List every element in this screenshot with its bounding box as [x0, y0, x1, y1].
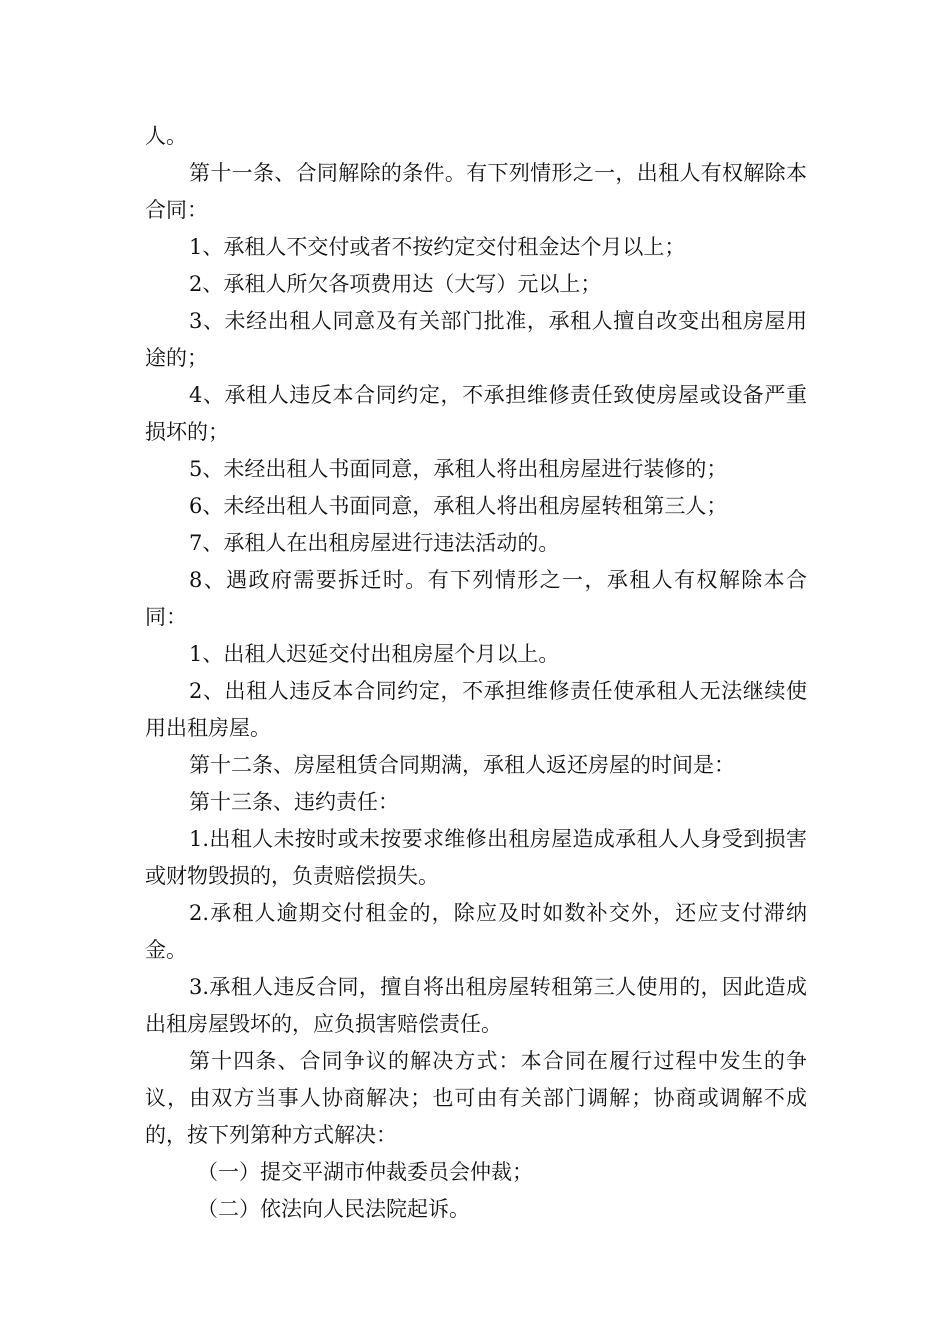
article-13-heading: 第十三条、违约责任：	[189, 790, 399, 814]
article-11-item-7: 7、承租人在出租房屋进行违法活动的。	[189, 531, 560, 555]
lessee-termination-item-2: 2、出租人违反本合同约定，不承担维修责任使承租人无法继续使用出租房屋。	[145, 679, 807, 740]
article-11-item-4: 4、承租人违反本合同约定，不承担维修责任致使房屋或设备严重损坏的；	[145, 383, 807, 444]
article-14: 第十四条、合同争议的解决方式：本合同在履行过程中发生的争议，由双方当事人协商解决；也可由有关部门调解；协商或调解不成的，按下列第种方式解决：	[145, 1049, 807, 1147]
document-body	[145, 118, 807, 1228]
article-11-item-8: 8、遇政府需要拆迁时。有下列情形之一，承租人有权解除本合同：	[145, 568, 807, 629]
article-11-heading: 第十一条、合同解除的条件。有下列情形之一，出租人有权解除本合同：	[145, 161, 807, 222]
paragraph-continuation: 人。	[145, 124, 187, 148]
dispute-option-1: （一）提交平湖市仲裁委员会仲裁；	[197, 1160, 533, 1184]
article-11-item-2: 2、承租人所欠各项费用达（大写）元以上；	[189, 272, 602, 296]
lessee-termination-item-1: 1、出租人迟延交付出租房屋个月以上。	[189, 642, 560, 666]
article-13-item-1: 1.出租人未按时或未按要求维修出租房屋造成承租人人身受到损害或财物毁损的，负责赔偿损失。	[145, 827, 807, 888]
article-11-item-3: 3、未经出租人同意及有关部门批准，承租人擅自改变出租房屋用途的；	[145, 309, 807, 370]
article-13-item-2: 2.承租人逾期交付租金的，除应及时如数补交外，还应支付滞纳金。	[145, 901, 807, 962]
article-11-item-1: 1、承租人不交付或者不按约定交付租金达个月以上；	[189, 235, 686, 259]
article-13-item-3: 3.承租人违反合同，擅自将出租房屋转租第三人使用的，因此造成出租房屋毁坏的，应负损害赔偿责任。	[145, 975, 807, 1036]
article-12: 第十二条、房屋租赁合同期满，承租人返还房屋的时间是：	[189, 753, 735, 777]
dispute-option-2: （二）依法向人民法院起诉。	[197, 1197, 470, 1221]
article-11-item-5: 5、未经出租人书面同意，承租人将出租房屋进行装修的；	[189, 457, 728, 481]
article-11-item-6: 6、未经出租人书面同意，承租人将出租房屋转租第三人；	[189, 494, 728, 518]
